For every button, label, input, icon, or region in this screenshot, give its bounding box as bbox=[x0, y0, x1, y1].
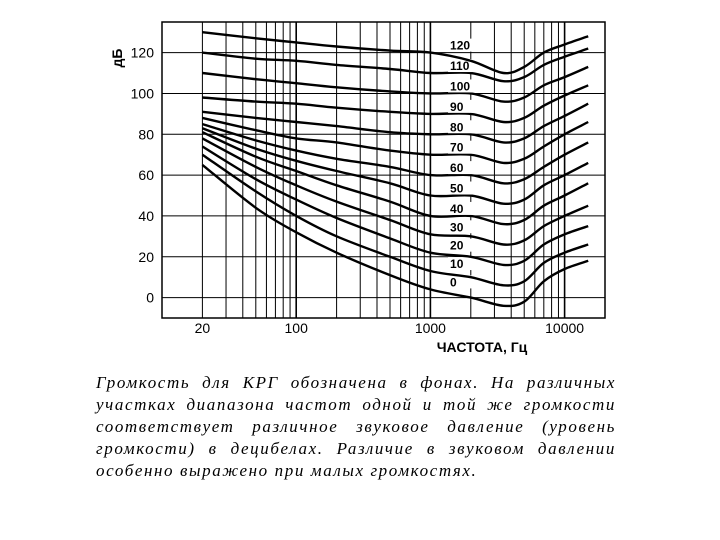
x-axis-label: ЧАСТОТА, Гц bbox=[436, 339, 528, 355]
curve-label-80: 80 bbox=[450, 120, 464, 135]
y-tick-label: 20 bbox=[138, 248, 154, 265]
x-tick-label: 20 bbox=[194, 320, 211, 336]
curve-label-0: 0 bbox=[450, 275, 457, 290]
y-tick-label: 40 bbox=[138, 207, 154, 224]
y-tick-label: 60 bbox=[138, 167, 154, 184]
curve-20-phon bbox=[202, 147, 588, 266]
curve-label-60: 60 bbox=[450, 161, 464, 176]
x-tick-label: 100 bbox=[284, 320, 308, 336]
curve-10-phon bbox=[202, 155, 588, 286]
figure-caption: Громкость для КРГ обозначена в фонах. На различных участках диапазона частот одной и той же громкости соответствует различное звуковое давление (уровень громкости) в децибелах. Различие в звуковом давлении особенно выражено при малых громкостях. bbox=[96, 373, 616, 480]
curve-label-50: 50 bbox=[450, 181, 464, 196]
curve-label-30: 30 bbox=[450, 220, 464, 235]
curve-label-120: 120 bbox=[450, 38, 471, 53]
x-tick-label: 1000 bbox=[414, 320, 446, 336]
chart-curves bbox=[202, 32, 588, 306]
curve-label-100: 100 bbox=[450, 79, 471, 94]
y-tick-label: 80 bbox=[138, 126, 154, 143]
y-tick-label: 0 bbox=[146, 289, 154, 306]
curve-100-phon bbox=[202, 67, 588, 102]
curve-label-20: 20 bbox=[450, 238, 464, 253]
curve-80-phon bbox=[202, 104, 588, 143]
curve-50-phon bbox=[202, 128, 588, 204]
curve-label-10: 10 bbox=[450, 257, 464, 272]
y-tick-label: 100 bbox=[130, 85, 154, 102]
y-tick-label: 120 bbox=[130, 44, 154, 61]
curve-label-40: 40 bbox=[450, 201, 464, 216]
curve-label-110: 110 bbox=[450, 59, 470, 74]
curve-label-90: 90 bbox=[450, 99, 464, 114]
x-tick-label: 10000 bbox=[545, 320, 585, 336]
y-axis-label: дБ bbox=[109, 48, 125, 68]
curve-label-70: 70 bbox=[450, 140, 464, 155]
curve-110-phon bbox=[202, 49, 588, 82]
